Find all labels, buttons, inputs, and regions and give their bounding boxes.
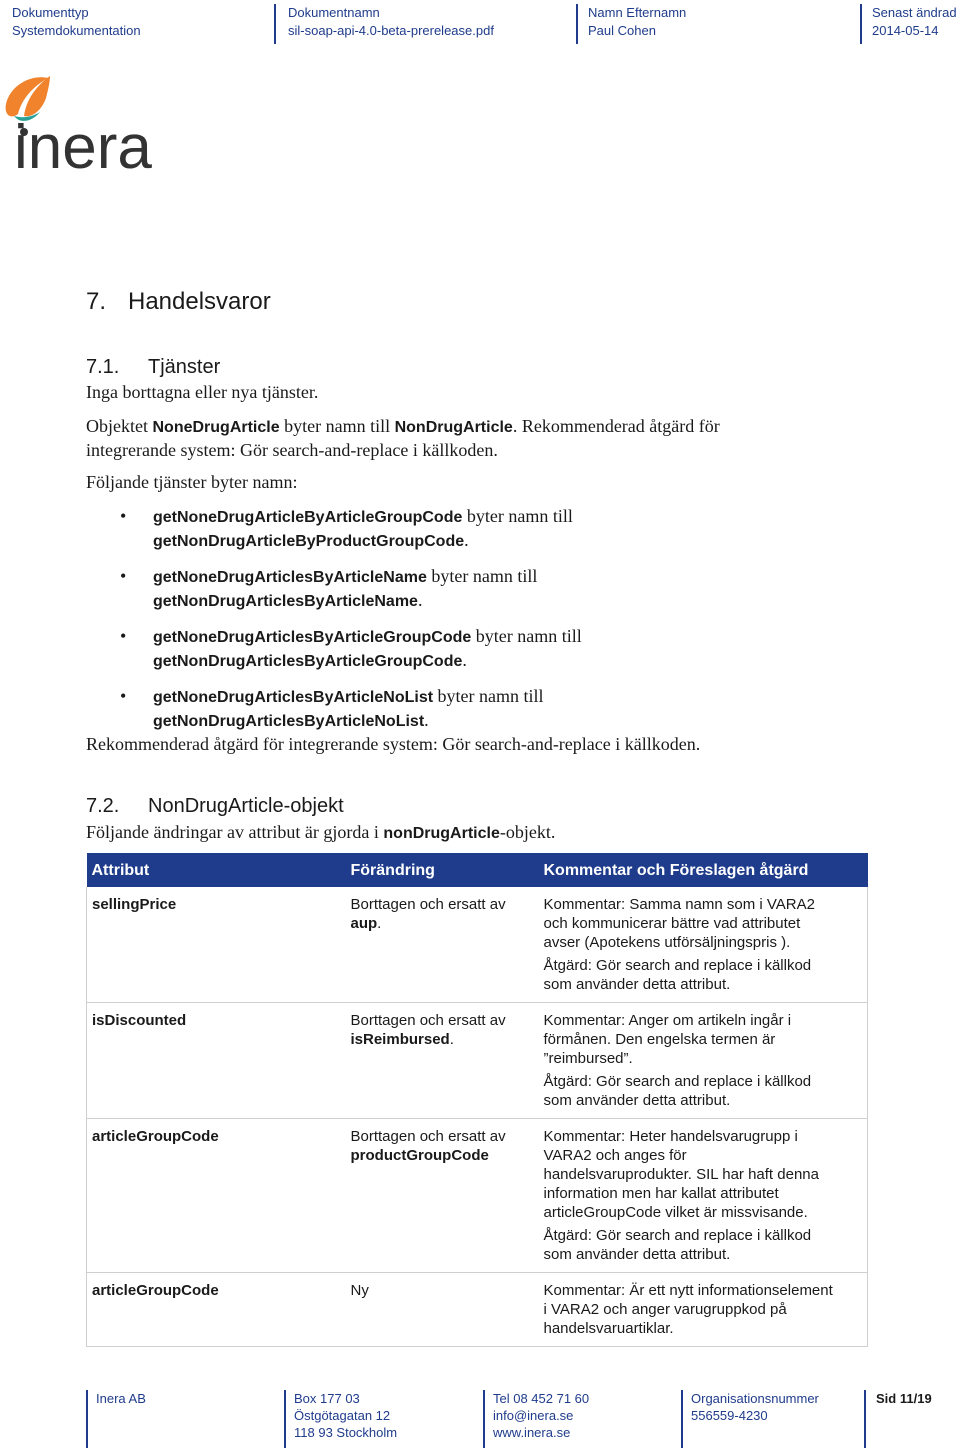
page-total: 19 — [917, 1391, 932, 1406]
paragraph-rename-object — [86, 415, 826, 462]
new-service-name: getNonDrugArticlesByArticleNoList — [153, 713, 425, 730]
paragraph-attribute-changes — [86, 821, 826, 845]
text: . Rekommenderad åtgärd för — [512, 416, 720, 436]
table-header-row — [87, 853, 868, 887]
new-attribute-name: isReimbursed — [350, 1031, 450, 1048]
section-title: Tjänster — [148, 356, 221, 378]
comment-line: information men har kallat attributet — [543, 1185, 779, 1202]
old-service-name: getNoneDrugArticlesByArticleNoList — [153, 689, 434, 706]
paragraph-recommended-action: Rekommenderad åtgärd för integrerande system: Gör search-and-replace i källkoden. — [86, 734, 701, 754]
attribute-cell: isDiscounted — [87, 1003, 346, 1119]
bullet-icon: • — [120, 506, 127, 526]
attribute-cell: sellingPrice — [87, 887, 346, 1003]
comment-line: articleGroupCode vilket är missvisande. — [543, 1204, 808, 1221]
footer-contact — [485, 1390, 589, 1441]
header-modified-value: 2014-05-14 — [872, 23, 939, 38]
section-title: NonDrugArticle-objekt — [148, 795, 344, 817]
comment-line: Kommentar: Samma namn som i VARA2 — [543, 896, 815, 913]
text: . — [417, 590, 423, 610]
footer-company — [88, 1390, 146, 1407]
list-item — [120, 505, 820, 553]
table-row — [87, 1273, 868, 1347]
page-current: 11 — [899, 1391, 914, 1406]
comment-cell — [539, 887, 868, 1003]
text: byter namn till — [279, 416, 395, 436]
text: . — [462, 650, 467, 670]
action-line: Åtgärd: Gör search and replace i källkod — [543, 1227, 812, 1244]
change-cell — [346, 1273, 539, 1347]
text: byter namn till — [433, 686, 544, 706]
text: Objektet — [86, 416, 153, 436]
old-service-name: getNoneDrugArticlesByArticleGroupCode — [153, 629, 472, 646]
new-service-name: getNonDrugArticlesByArticleGroupCode — [153, 653, 463, 670]
comment-line: handelsvaruprodukter. SIL har haft denna — [543, 1166, 819, 1183]
header-modified — [860, 4, 957, 40]
table-row — [87, 1003, 868, 1119]
footer-address — [286, 1390, 397, 1441]
page-number — [868, 1390, 932, 1407]
page-separator: / — [913, 1391, 918, 1406]
section-heading-7 — [86, 288, 271, 316]
text: Följande ändringar av attribut är gjorda i — [86, 822, 384, 842]
old-service-name: getNoneDrugArticleByArticleGroupCode — [153, 509, 463, 526]
comment-line: i VARA2 och anger varugruppkod på — [543, 1301, 787, 1318]
text: -objekt. — [499, 822, 556, 842]
footer-company-name: Inera AB — [96, 1391, 146, 1406]
column-header-comment: Kommentar och Föreslagen åtgärd — [539, 853, 868, 887]
list-item — [120, 685, 820, 733]
footer-divider — [864, 1390, 866, 1448]
text: . — [449, 1031, 454, 1048]
attribute-cell: articleGroupCode — [87, 1119, 346, 1273]
inera-logo-icon — [0, 70, 170, 175]
section-number: 7.1. — [86, 356, 120, 378]
header-doc-type — [0, 4, 141, 40]
footer-email-link[interactable]: info@inera.se — [493, 1408, 574, 1423]
footer-address-line: Östgötagatan 12 — [294, 1408, 391, 1423]
change-cell — [346, 1119, 539, 1273]
code-object-name: nonDrugArticle — [383, 825, 500, 842]
text: Ny — [350, 1282, 369, 1299]
text: Borttagen och ersatt av — [350, 1128, 506, 1145]
comment-line: Kommentar: Anger om artikeln ingår i — [543, 1012, 792, 1029]
footer-website-link[interactable]: www.inera.se — [493, 1425, 571, 1440]
header-author-label: Namn Efternamn — [588, 5, 687, 20]
inera-logo — [0, 70, 170, 175]
footer-address-line: Box 177 03 — [294, 1391, 360, 1406]
footer-phone: Tel 08 452 71 60 — [493, 1391, 590, 1406]
text: Borttagen och ersatt av — [350, 1012, 506, 1029]
text: byter namn till — [462, 506, 573, 526]
text: . — [464, 530, 469, 550]
section-title: Handelsvaror — [128, 288, 271, 315]
list-item — [120, 625, 820, 673]
header-author — [576, 4, 686, 40]
new-service-name: getNonDrugArticlesByArticleName — [153, 593, 418, 610]
footer-address-line: 118 93 Stockholm — [294, 1425, 398, 1440]
section-heading-7-2 — [86, 795, 344, 818]
comment-line: handelsvaruartiklar. — [543, 1320, 674, 1337]
logo-wordmark: inera — [14, 113, 152, 175]
header-modified-label: Senast ändrad — [872, 5, 957, 20]
footer-org-number — [683, 1390, 819, 1424]
comment-cell — [539, 1003, 868, 1119]
comment-line: ”reimbursed”. — [543, 1050, 633, 1067]
action-line: som använder detta attribut. — [543, 1092, 731, 1109]
text: Borttagen och ersatt av — [350, 896, 506, 913]
comment-line: Kommentar: Är ett nytt informationselement — [543, 1282, 833, 1299]
change-cell — [346, 887, 539, 1003]
bullet-icon: • — [120, 566, 127, 586]
header-doc-type-label: Dokumenttyp — [12, 5, 89, 20]
table-row — [87, 887, 868, 1003]
action-line: som använder detta attribut. — [543, 976, 731, 993]
header-author-value: Paul Cohen — [588, 23, 656, 38]
comment-line: VARA2 och anges för — [543, 1147, 687, 1164]
code-new-name: NonDrugArticle — [394, 419, 513, 436]
bullet-icon: • — [120, 686, 127, 706]
comment-line: och kommunicerar bättre vad attributet — [543, 915, 801, 932]
section-heading-7-1 — [86, 356, 220, 379]
code-old-name: NoneDrugArticle — [152, 419, 280, 436]
column-header-change: Förändring — [346, 853, 539, 887]
action-line: Åtgärd: Gör search and replace i källkod — [543, 957, 812, 974]
new-attribute-name: productGroupCode — [350, 1147, 489, 1164]
comment-cell — [539, 1273, 868, 1347]
comment-line: förmånen. Den engelska termen är — [543, 1031, 776, 1048]
text: . — [424, 710, 429, 730]
new-service-name: getNonDrugArticleByProductGroupCode — [153, 533, 465, 550]
table-row — [87, 1119, 868, 1273]
section-number: 7. — [86, 288, 107, 315]
footer-org-value: 556559-4230 — [691, 1408, 768, 1423]
section-number: 7.2. — [86, 795, 120, 817]
change-cell — [346, 1003, 539, 1119]
header-doc-name — [276, 4, 494, 40]
text: . — [377, 915, 382, 932]
renamed-services-list — [120, 505, 820, 745]
paragraph-no-services: Inga borttagna eller nya tjänster. — [86, 382, 319, 402]
header-doc-name-value: sil-soap-api-4.0-beta-prerelease.pdf — [288, 23, 494, 38]
new-attribute-name: aup — [350, 915, 378, 932]
page-prefix: Sid — [876, 1391, 900, 1406]
text: integrerande system: Gör search-and-replace i källkoden. — [86, 440, 498, 460]
comment-line: Kommentar: Heter handelsvarugrupp i — [543, 1128, 798, 1145]
footer-org-label: Organisationsnummer — [691, 1391, 819, 1406]
attribute-changes-table — [86, 853, 868, 1347]
comment-line: avser (Apotekens utförsäljningspris ). — [543, 934, 791, 951]
text: byter namn till — [426, 566, 538, 586]
attribute-cell: articleGroupCode — [87, 1273, 346, 1347]
header-doc-type-value: Systemdokumentation — [12, 23, 141, 38]
comment-cell — [539, 1119, 868, 1273]
text: byter namn till — [471, 626, 582, 646]
paragraph-following-services: Följande tjänster byter namn: — [86, 472, 298, 492]
bullet-icon: • — [120, 626, 127, 646]
action-line: som använder detta attribut. — [543, 1246, 731, 1263]
column-header-attribute: Attribut — [87, 853, 346, 887]
list-item — [120, 565, 820, 613]
action-line: Åtgärd: Gör search and replace i källkod — [543, 1073, 812, 1090]
old-service-name: getNoneDrugArticlesByArticleName — [153, 569, 427, 586]
header-doc-name-label: Dokumentnamn — [288, 5, 380, 20]
